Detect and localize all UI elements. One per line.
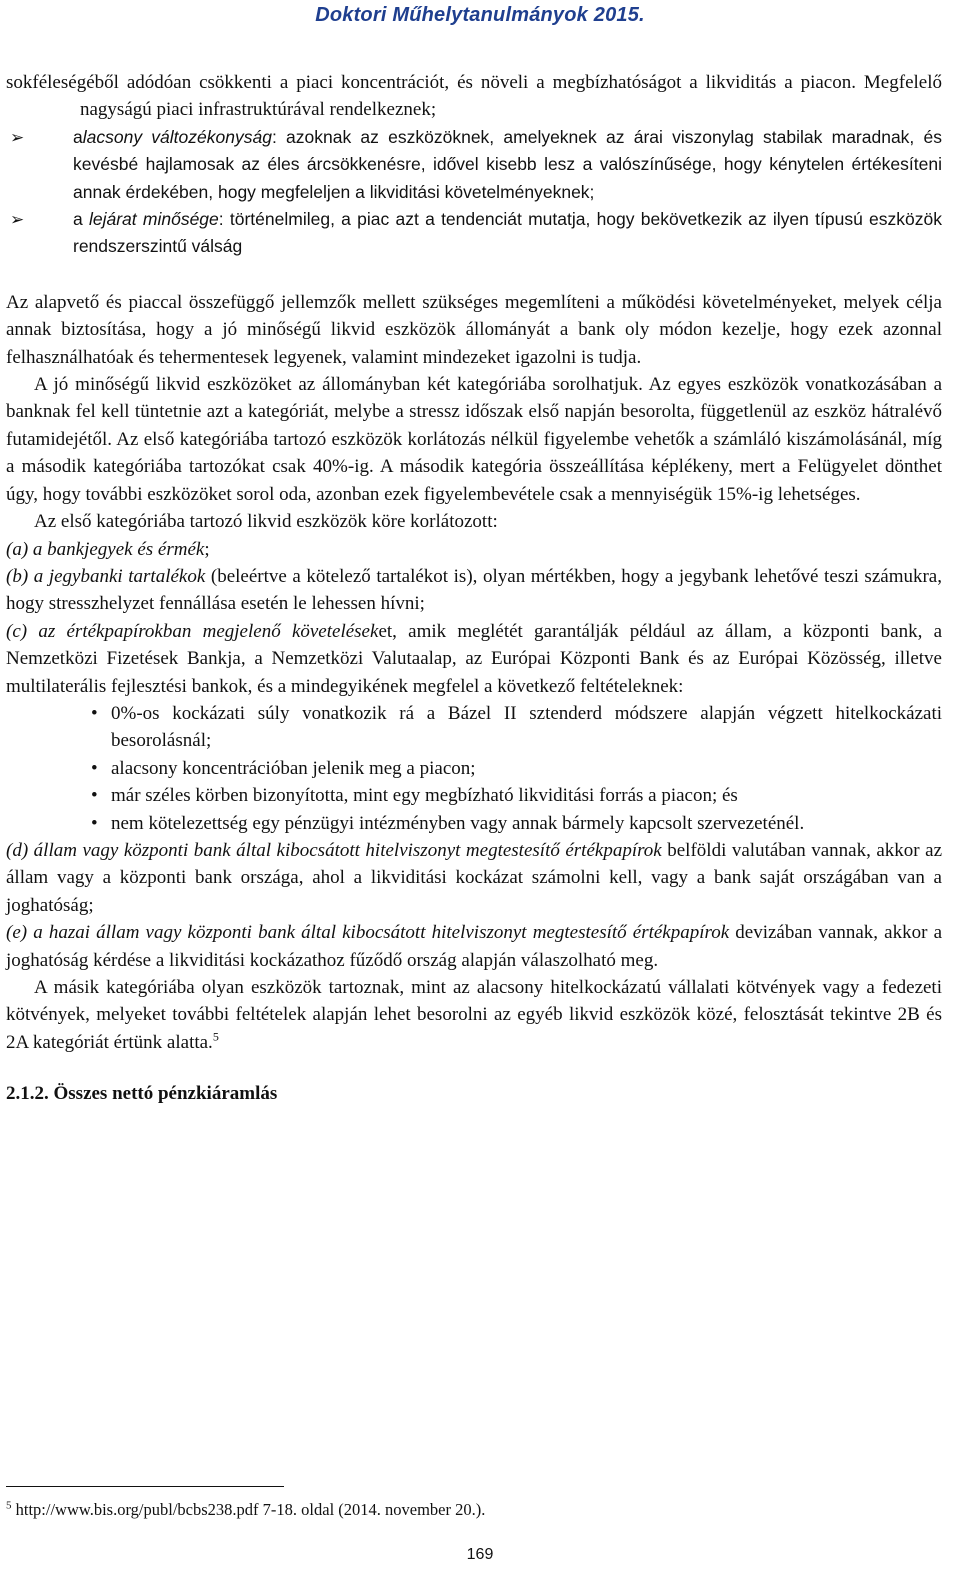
item-text: (beleértve a kötelező tartalékot is), olyan mértékben, hogy a jegybank lehetővé teszi számukra, hogy stresszhelyzet fennállása esetén le lehessen hívni; xyxy=(6,565,942,615)
arrowhead-bullet-icon: ➢ xyxy=(10,210,25,230)
list-item xyxy=(6,206,942,261)
footnote-divider xyxy=(6,1486,284,1487)
bullet-prefix: a xyxy=(73,209,89,230)
paragraph: Az első kategóriába tartozó likvid eszközök köre korlátozott: xyxy=(34,511,498,533)
footnote-number: 5 xyxy=(6,1499,12,1512)
footnote-reference[interactable]: 5 xyxy=(212,1029,219,1044)
list-item xyxy=(6,536,942,563)
item-text: ; xyxy=(204,538,210,560)
bullet-text: : azoknak az eszközöknek, amelyeknek az árai viszonylag stabilak maradnak, és kevésbé hajlamosak az éles árcsökkenésre, idővel kisebb lesz a valószínűsége, hogy kénytelen értékesíteni annak érdekében, hogy megfeleljen a likviditási követelményeknek; xyxy=(73,126,943,202)
bullet-dot-icon: • xyxy=(91,702,98,724)
document-body xyxy=(6,69,942,1108)
list-item xyxy=(6,837,942,919)
bullet-term: lejárat minősége xyxy=(88,209,219,230)
section-heading: 2.1.2. Összes nettó pénzkiáramlás xyxy=(6,1083,278,1105)
running-header: Doktori Műhelytanulmányok 2015. xyxy=(315,4,645,26)
page-number: 169 xyxy=(466,1546,494,1563)
list-item xyxy=(6,563,942,618)
item-label: (b) a jegybanki tartalékok xyxy=(6,565,206,587)
item-label: (a) a bankjegyek és érmék xyxy=(6,538,205,560)
list-item xyxy=(6,919,942,974)
condition-item: • alacsony koncentrációban jelenik meg a piacon; xyxy=(91,755,942,782)
footnote xyxy=(6,1500,485,1520)
bullet-dot-icon: • xyxy=(91,757,98,779)
footnote-text[interactable]: http://www.bis.org/publ/bcbs238.pdf 7-18. oldal (2014. november 20.). xyxy=(11,1500,486,1519)
item-text: belföldi valutában vannak, akkor az állam vagy a központi bank országa, ahol a likviditási kockázat számolni kell, vagy a bank saját országában van a joghatóság; xyxy=(6,839,942,916)
paragraph: A másik kategóriába olyan eszközök tartoznak, mint az alacsony hitelkockázatú vállalati kötvények vagy a fedezeti kötvények, melyeket további feltételek alapján lehet besorolni az egyéb likvid eszközök közé, felosztását tekintve 2B és 2A kategóriát értünk alatta.$^5$ xyxy=(6,977,942,1053)
bullet-text: : történelmileg, a piac azt a tendenciát mutatja, hogy bekövetkezik az ilyen típusú eszközök rendszerszintű válság xyxy=(73,209,942,257)
item-text: devizában vannak, akkor a joghatóság kérdése a likviditási kockázathoz fűződő ország alapján válaszolható meg. xyxy=(6,922,942,971)
intro-paragraph: sokféleségéből adódóan csökkenti a piaci koncentrációt, és növeli a megbízhatóságot a likviditás a piacon. Megfelelő nagyságú piaci infrastruktúrával rendelkeznek; xyxy=(6,72,942,121)
item-label: (e) a hazai állam vagy központi bank által kibocsátott hitelviszonyt megtestesítő értékpapírok xyxy=(6,922,730,944)
item-label: (d) állam vagy központi bank által kibocsátott hitelviszonyt megtestesítő értékpapírok xyxy=(6,839,662,861)
condition-item: • nem kötelezettség egy pénzügyi intézményben vagy annak bármely kapcsolt szervezeténél. xyxy=(91,810,942,837)
condition-item: • 0%-os kockázati súly vonatkozik rá a Bázel II sztenderd módszere alapján végzett hitelkockázati besorolásnál; xyxy=(91,700,942,755)
bullet-term: lacsony változékonyság xyxy=(82,126,272,147)
list-item xyxy=(6,618,942,700)
condition-list xyxy=(6,700,942,837)
paragraph: Az alapvető és piaccal összefüggő jellemzők mellett szükséges megemlíteni a működési követelményeket, melyek célja annak biztosítása, hogy a jó minőségű likvid eszközök állományát a bank oly módon kezelje, hogy ezek azonnal felhasználhatóak és tehermentesek legyenek, valamint mindezeket igazolni is tudja. xyxy=(6,291,942,368)
paragraph: A jó minőségű likvid eszközöket az állományban két kategóriába sorolhatjuk. Az egyes eszközök vonatkozásában a banknak fel kell tüntetnie azt a kategóriát, melybe a stressz időszak első napján besorolta, függetlenül az eszköz hátralévő futamidejétől. Az első kategóriába tartozó eszközök korlátozás nélkül figyelembe vehetők a számláló kiszámolásánál, míg a második kategóriába tartozókat csak 40%-ig. A második kategória összeállítása képlékeny, mert a Felügyelet dönthet úgy, hogy további eszközöket sorol oda, azonban ezek figyelembevétele csak a mennyiségük 15%-ig lehetséges. xyxy=(6,374,942,505)
item-text: et, amik meglétét garantálják például az állam, a központi bank, a Nemzetközi Fizetések Bankja, a Nemzetközi Valutaalap, az Európai Központi Bank és az Európai Közösség, illetve multilaterális fejlesztési bankok, és a mindegyikének megfelel a következő feltételeknek: xyxy=(6,620,943,697)
bullet-prefix: a xyxy=(73,126,83,147)
item-label: (c) az értékpapírokban megjelenő követelések xyxy=(6,620,379,642)
bullet-dot-icon: • xyxy=(91,812,98,834)
condition-item: • már széles körben bizonyította, mint egy megbízható likviditási forrás a piacon; és xyxy=(91,782,942,809)
bullet-dot-icon: • xyxy=(91,785,98,807)
arrowhead-bullet-icon: ➢ xyxy=(10,127,25,147)
list-item xyxy=(6,124,942,206)
